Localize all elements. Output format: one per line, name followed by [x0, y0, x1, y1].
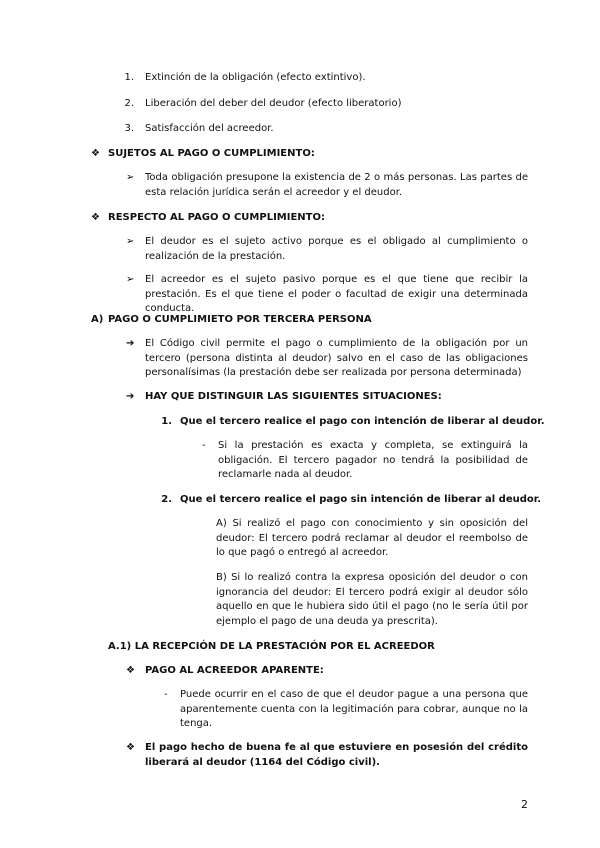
paragraph: El pago hecho de buena fe al que estuviere en posesión del crédito liberará al deudor (1164 del Código civil). — [145, 742, 528, 768]
paragraph: El deudor es el sujeto activo porque es el obligado al cumplimiento o realización de la prestación. — [145, 236, 528, 262]
list-number: 1. — [124, 72, 134, 83]
dash-bullet: - — [202, 440, 206, 451]
arrow-bullet-icon: ➔ — [126, 338, 135, 349]
dash-bullet: - — [164, 689, 168, 700]
subsection-heading: PAGO AL ACREEDOR APARENTE: — [145, 665, 324, 676]
section-heading: PAGO O CUMPLIMIETO POR TERCERA PERSONA — [108, 314, 372, 325]
diamond-bullet-icon: ❖ — [91, 212, 100, 223]
arrow-bullet-icon: ➔ — [126, 391, 135, 402]
paragraph: Si la prestación es exacta y completa, se extinguirá la obligación. El tercero pagador no tendrá la posibilidad de reclamarle nada al deudor. — [218, 440, 528, 481]
section-label: A) — [91, 314, 104, 325]
arrow-bullet-icon: ➢ — [126, 236, 135, 247]
arrow-bullet-icon: ➢ — [126, 172, 135, 183]
paragraph: B) Si lo realizó contra la expresa oposición del deudor o con ignorancia del deudor: El tercero podrá exigir al deudor sólo aquello en que le hubiera sido útil el pago (no le sería útil por ejemplo el pago de una deuda ya prescrita). — [216, 572, 528, 627]
situation-title: Que el tercero realice el pago con intención de liberar al deudor. — [180, 416, 545, 427]
arrow-bullet-icon: ➢ — [126, 274, 135, 285]
subsection-heading: HAY QUE DISTINGUIR LAS SIGUIENTES SITUACIONES: — [145, 391, 442, 402]
section-heading: SUJETOS AL PAGO O CUMPLIMIENTO: — [108, 148, 315, 159]
list-number: 2. — [124, 98, 134, 109]
diamond-bullet-icon: ❖ — [91, 148, 100, 159]
page-number: 2 — [521, 798, 528, 811]
paragraph: El acreedor es el sujeto pasivo porque es el que tiene que recibir la prestación. Es el que tiene el poder o facultad de exigir una determinada conducta. — [145, 274, 528, 315]
list-item: Liberación del deber del deudor (efecto liberatorio) — [145, 98, 402, 109]
paragraph: El Código civil permite el pago o cumplimiento de la obligación por un tercero (persona distinta al deudor) salvo en el caso de las obligaciones personalísimas (la prestación debe ser realizada por persona determinada) — [145, 338, 528, 379]
section-heading: A.1) LA RECEPCIÓN DE LA PRESTACIÓN POR EL ACREEDOR — [108, 641, 435, 652]
paragraph: Toda obligación presupone la existencia de 2 o más personas. Las partes de esta relación jurídica serán el acreedor y el deudor. — [145, 172, 528, 198]
paragraph: A) Si realizó el pago con conocimiento y sin oposición del deudor: El tercero podrá reclamar al deudor el reembolso de lo que pagó o entregó al acreedor. — [216, 518, 528, 559]
diamond-bullet-icon: ❖ — [126, 665, 135, 676]
list-item: Satisfacción del acreedor. — [145, 123, 274, 134]
situation-title: Que el tercero realice el pago sin intención de liberar al deudor. — [180, 494, 542, 505]
list-item: Extinción de la obligación (efecto extintivo). — [145, 72, 366, 83]
paragraph: Puede ocurrir en el caso de que el deudor pague a una persona que aparentemente cuenta con la legitimación para cobrar, aunque no la tenga. — [180, 689, 528, 730]
section-heading: RESPECTO AL PAGO O CUMPLIMIENTO: — [108, 212, 325, 223]
list-number: 3. — [124, 123, 134, 134]
list-number: 1. — [161, 416, 172, 427]
diamond-bullet-icon: ❖ — [126, 742, 135, 753]
list-number: 2. — [161, 494, 172, 505]
